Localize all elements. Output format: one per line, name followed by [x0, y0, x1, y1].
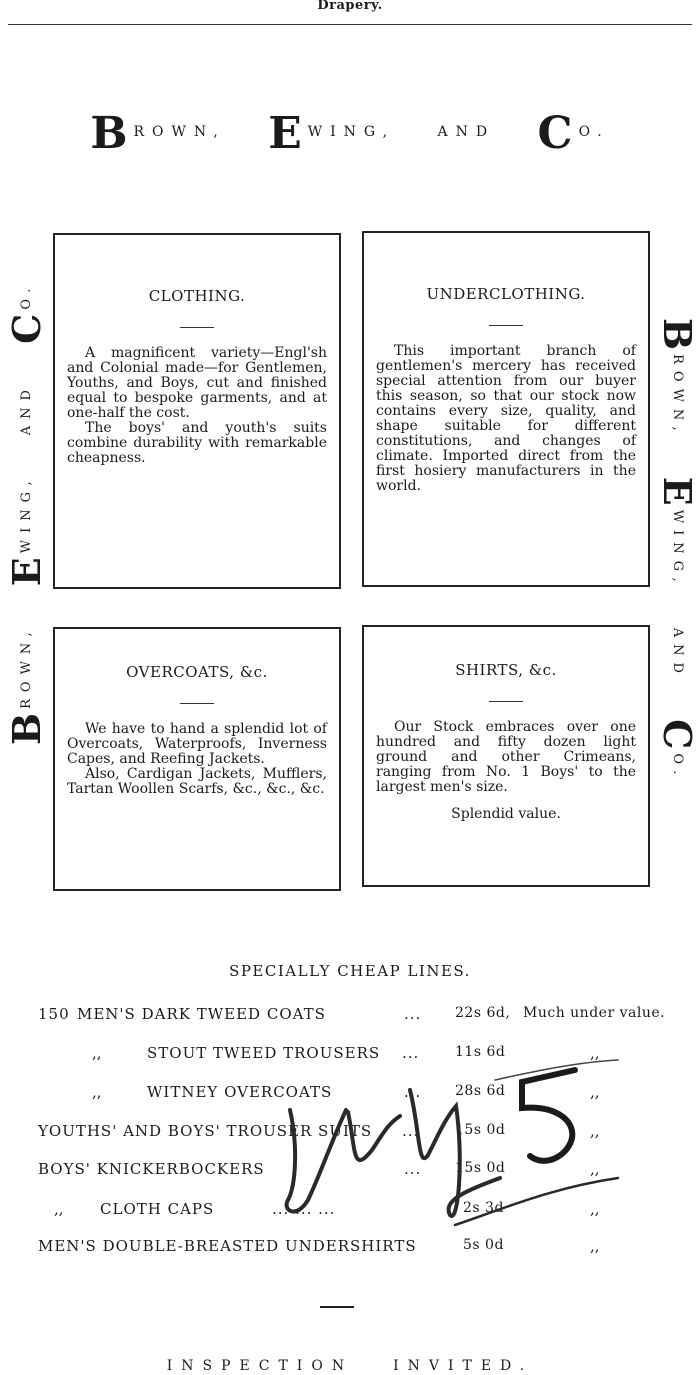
side-firm-name-left	[4, 282, 49, 745]
overcoats-para-1: We have to hand a splendid lot of Overcoats, Waterproofs, Inverness Capes, and Reefing Jackets.	[67, 721, 327, 767]
side-right-initial-b: B	[655, 318, 700, 351]
footer-inspection-invited	[0, 1358, 700, 1374]
page-header-label: Drapery.	[317, 0, 383, 13]
line-2-item: WITNEY OVERCOATS	[147, 1083, 333, 1101]
line-6-price: 5s 0d	[463, 1237, 504, 1253]
side-right-initial-e: E	[655, 476, 700, 506]
line-5-prefix: ,,	[54, 1200, 64, 1218]
firm-title	[0, 108, 700, 159]
side-left-initial-b: B	[4, 712, 49, 745]
underclothing-title: UNDERCLOTHING.	[426, 285, 586, 303]
line-3-item: YOUTHS' AND BOYS' TROUSER SUITS	[38, 1122, 373, 1140]
line-4-item: BOYS' KNICKERBOCKERS	[38, 1160, 265, 1178]
underclothing-para-1: This important branch of gentlemen's mercery has received special attention from our buyer this season, so that our stock now contains every size, quality, and shape suitable for different constitutions, and changes of climate. Imported direct from the first hosiery manufacturers in the world.	[376, 343, 636, 494]
overcoats-text	[67, 722, 327, 797]
side-right-word-ewing: WING,	[670, 509, 685, 589]
firm-initial-b: B	[90, 108, 128, 159]
clothing-text	[67, 346, 327, 466]
side-right-initial-c: C	[655, 719, 700, 750]
overcoats-title: OVERCOATS, &c.	[126, 663, 268, 681]
line-2-note: ,,	[590, 1083, 600, 1101]
line-0-item: MEN'S DARK TWEED COATS	[77, 1005, 326, 1023]
cheap-lines-title: SPECIALLY CHEAP LINES.	[229, 962, 471, 980]
line-4-price: 15s 0d	[455, 1160, 506, 1176]
handwritten-date-annotation	[260, 1050, 620, 1250]
clothing-box	[53, 233, 341, 589]
line-1-item: STOUT TWEED TROUSERS	[147, 1044, 381, 1062]
firm-initial-e: E	[268, 108, 302, 159]
line-2-dots: ...	[404, 1083, 422, 1101]
line-4-note: ,,	[590, 1160, 600, 1178]
shirts-para-1: Our Stock embraces over one hundred and fifty dozen light ground and other Crimeans, ranging from No. 1 Boys' to the largest men's size.	[376, 719, 636, 795]
side-left-initial-e: E	[4, 557, 49, 587]
firm-word-brown: ROWN,	[133, 124, 226, 140]
line-2-prefix: ,,	[92, 1083, 102, 1101]
line-3-price: 15s 0d	[455, 1122, 506, 1138]
footer-word-invited: INVITED.	[393, 1358, 534, 1374]
line-5-item: CLOTH CAPS	[100, 1200, 215, 1218]
line-5-note: ,,	[590, 1200, 600, 1218]
clothing-para-1: A magnificent variety—Engl'sh and Colonial made—for Gentlemen, Youths, and Boys, cut and finished equal to bespoke garments, and at one-half the cost.	[67, 345, 327, 421]
side-left-word-and: AND	[19, 383, 34, 436]
line-5-price: 2s 3d	[463, 1200, 504, 1216]
shirts-divider	[489, 701, 523, 702]
line-1-prefix: ,,	[92, 1044, 102, 1062]
line-6-item: MEN'S DOUBLE-BREASTED UNDERSHIRTS	[38, 1237, 417, 1255]
line-6-note: ,,	[590, 1237, 600, 1255]
side-right-word-brown: ROWN,	[670, 354, 685, 438]
underclothing-box	[362, 231, 650, 587]
side-left-word-ewing: WING,	[19, 474, 34, 554]
underclothing-text	[376, 344, 636, 494]
shirts-box	[362, 625, 650, 887]
line-1-dots: ...	[402, 1044, 420, 1062]
side-firm-name-right	[655, 318, 700, 781]
underclothing-divider	[489, 325, 523, 326]
shirts-text	[376, 720, 636, 822]
header-rule	[8, 24, 692, 25]
shirts-title: SHIRTS, &c.	[455, 661, 557, 679]
line-5-dots: ... ... ...	[272, 1200, 336, 1218]
side-left-word-co: O.	[19, 281, 34, 310]
line-3-note: ,,	[590, 1122, 600, 1140]
line-0-prefix: 150	[38, 1005, 70, 1023]
line-1-price: 11s 6d	[455, 1044, 506, 1060]
firm-word-co: O.	[578, 124, 610, 140]
bottom-divider	[320, 1306, 354, 1308]
side-left-initial-c: C	[4, 313, 49, 344]
overcoats-divider	[180, 703, 214, 704]
overcoats-box	[53, 627, 341, 891]
clothing-divider	[180, 327, 214, 328]
line-0-note: Much under value.	[523, 1005, 666, 1021]
firm-word-ewing: WING,	[307, 124, 396, 140]
overcoats-para-2: Also, Cardigan Jackets, Mufflers, Tartan Woollen Scarfs, &c., &c., &c.	[67, 766, 327, 797]
clothing-title: CLOTHING.	[148, 287, 246, 305]
clothing-para-2: The boys' and youth's suits combine durability with remarkable cheapness.	[67, 420, 327, 466]
firm-initial-c: C	[537, 108, 573, 159]
line-0-dots: ...	[404, 1005, 422, 1023]
footer-word-inspection: INSPECTION	[166, 1358, 354, 1374]
side-right-word-co: O.	[670, 753, 685, 782]
side-right-word-and: AND	[670, 627, 685, 680]
shirts-para-2: Splendid value.	[451, 806, 561, 822]
firm-word-and: AND	[437, 124, 496, 140]
line-2-price: 28s 6d	[455, 1083, 506, 1099]
line-0-price: 22s 6d,	[455, 1005, 511, 1021]
line-3-dots: ...	[402, 1122, 420, 1140]
line-4-dots: ...	[404, 1160, 422, 1178]
line-1-note: ,,	[590, 1044, 600, 1062]
side-left-word-brown: ROWN,	[19, 625, 34, 709]
